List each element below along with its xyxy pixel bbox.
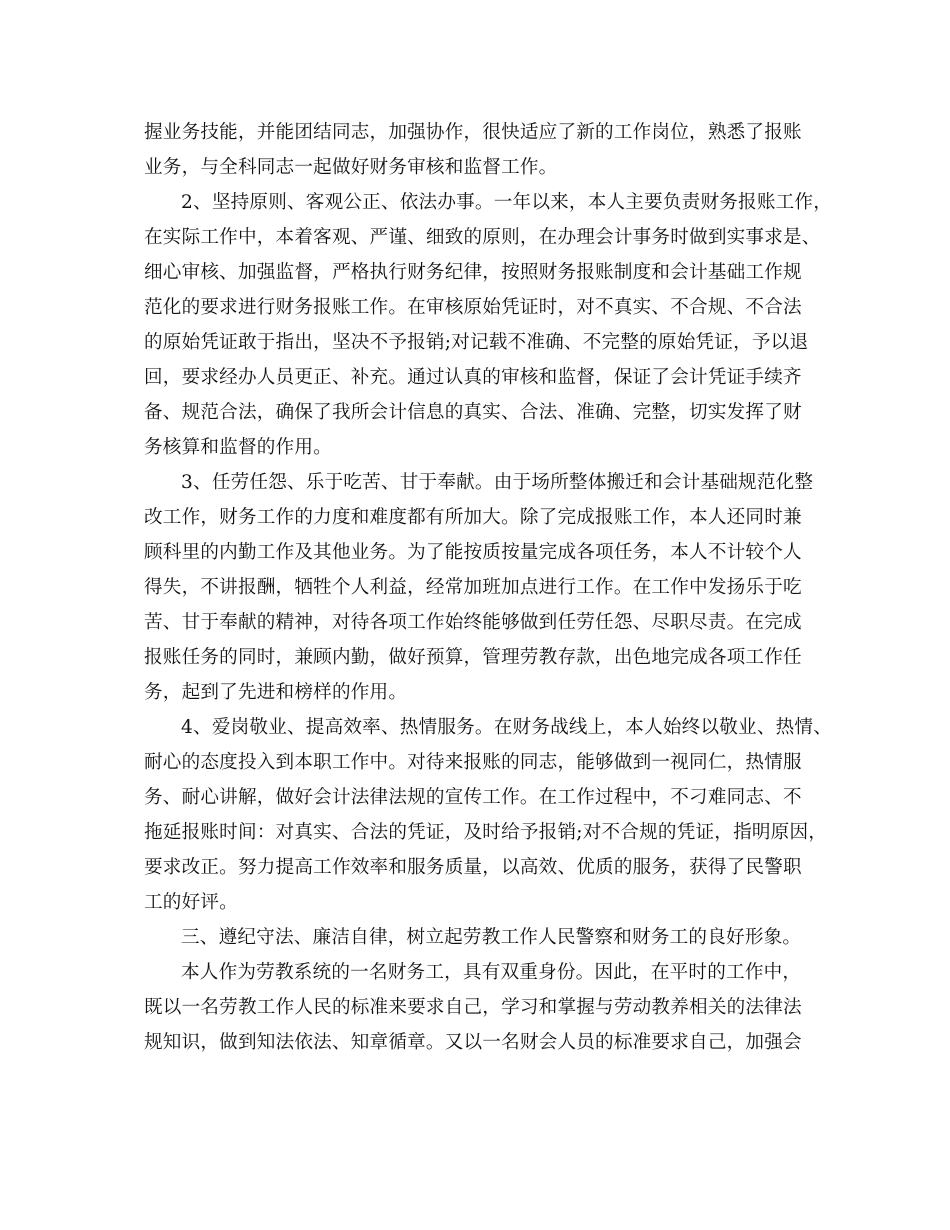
text-line: 拖延报账时间：对真实、合法的凭证，及时给予报销;对不合规的凭证，指明原因，: [144, 822, 828, 843]
text-line: 务、耐心讲解，做好会计法律法规的宣传工作。在工作过程中，不刁难同志、不: [144, 787, 802, 808]
text-line: 在实际工作中，本着客观、严谨、细致的原则，在办理会计事务时做到实事求是、: [144, 227, 821, 248]
text-line: 改工作，财务工作的力度和难度都有所加大。除了完成报账工作，本人还同时兼: [144, 507, 802, 528]
text-line: 2、坚持原则、客观公正、依法办事。一年以来，本人主要负责财务报账工作，: [181, 192, 833, 213]
text-line: 细心审核、加强监督，严格执行财务纪律，按照财务报账制度和会计基础工作规: [144, 262, 802, 283]
text-line: 回，要求经办人员更正、补充。通过认真的审核和监督，保证了会计凭证手续齐: [144, 367, 802, 388]
text-line: 4、爱岗敬业、提高效率、热情服务。在财务战线上，本人始终以敬业、热情、: [181, 717, 833, 738]
text-line: 务核算和监督的作用。: [144, 437, 332, 458]
text-line: 工的好评。: [144, 892, 238, 913]
text-line: 业务，与全科同志一起做好财务审核和监督工作。: [144, 157, 558, 178]
text-line: 备、规范合法，确保了我所会计信息的真实、合法、准确、完整，切实发挥了财: [144, 402, 802, 423]
text-line: 握业务技能，并能团结同志，加强协作，很快适应了新的工作岗位，熟悉了报账: [144, 122, 802, 143]
text-line: 顾科里的内勤工作及其他业务。为了能按质按量完成各项任务，本人不计较个人: [144, 542, 802, 563]
text-line: 三、遵纪守法、廉洁自律，树立起劳教工作人民警察和财务工的良好形象。: [181, 927, 802, 948]
text-line: 耐心的态度投入到本职工作中。对待来报账的同志，能够做到一视同仁，热情服: [144, 752, 802, 773]
text-line: 本人作为劳教系统的一名财务工，具有双重身份。因此，在平时的工作中，: [181, 962, 802, 983]
text-line: 的原始凭证敢于指出，坚决不予报销;对记载不准确、不完整的原始凭证，予以退: [144, 332, 809, 353]
text-line: 既以一名劳教工作人民的标准来要求自己，学习和掌握与劳动教养相关的法律法: [144, 997, 802, 1018]
body-text: [144, 115, 833, 1060]
text-line: 范化的要求进行财务报账工作。在审核原始凭证时，对不真实、不合规、不合法: [144, 297, 802, 318]
text-line: 报账任务的同时，兼顾内勤，做好预算，管理劳教存款，出色地完成各项工作任: [144, 647, 802, 668]
text-line: 要求改正。努力提高工作效率和服务质量，以高效、优质的服务，获得了民警职: [144, 857, 802, 878]
text-line: 得失，不讲报酬，牺牲个人利益，经常加班加点进行工作。在工作中发扬乐于吃: [144, 577, 802, 598]
text-line: 苦、甘于奉献的精神，对待各项工作始终能够做到任劳任怨、尽职尽责。在完成: [144, 612, 802, 633]
text-line: 3、任劳任怨、乐于吃苦、甘于奉献。由于场所整体搬迁和会计基础规范化整: [181, 472, 814, 493]
text-line: 规知识，做到知法依法、知章循章。又以一名财会人员的标准要求自己，加强会: [144, 1032, 802, 1053]
text-line: 务，起到了先进和榜样的作用。: [144, 682, 408, 703]
